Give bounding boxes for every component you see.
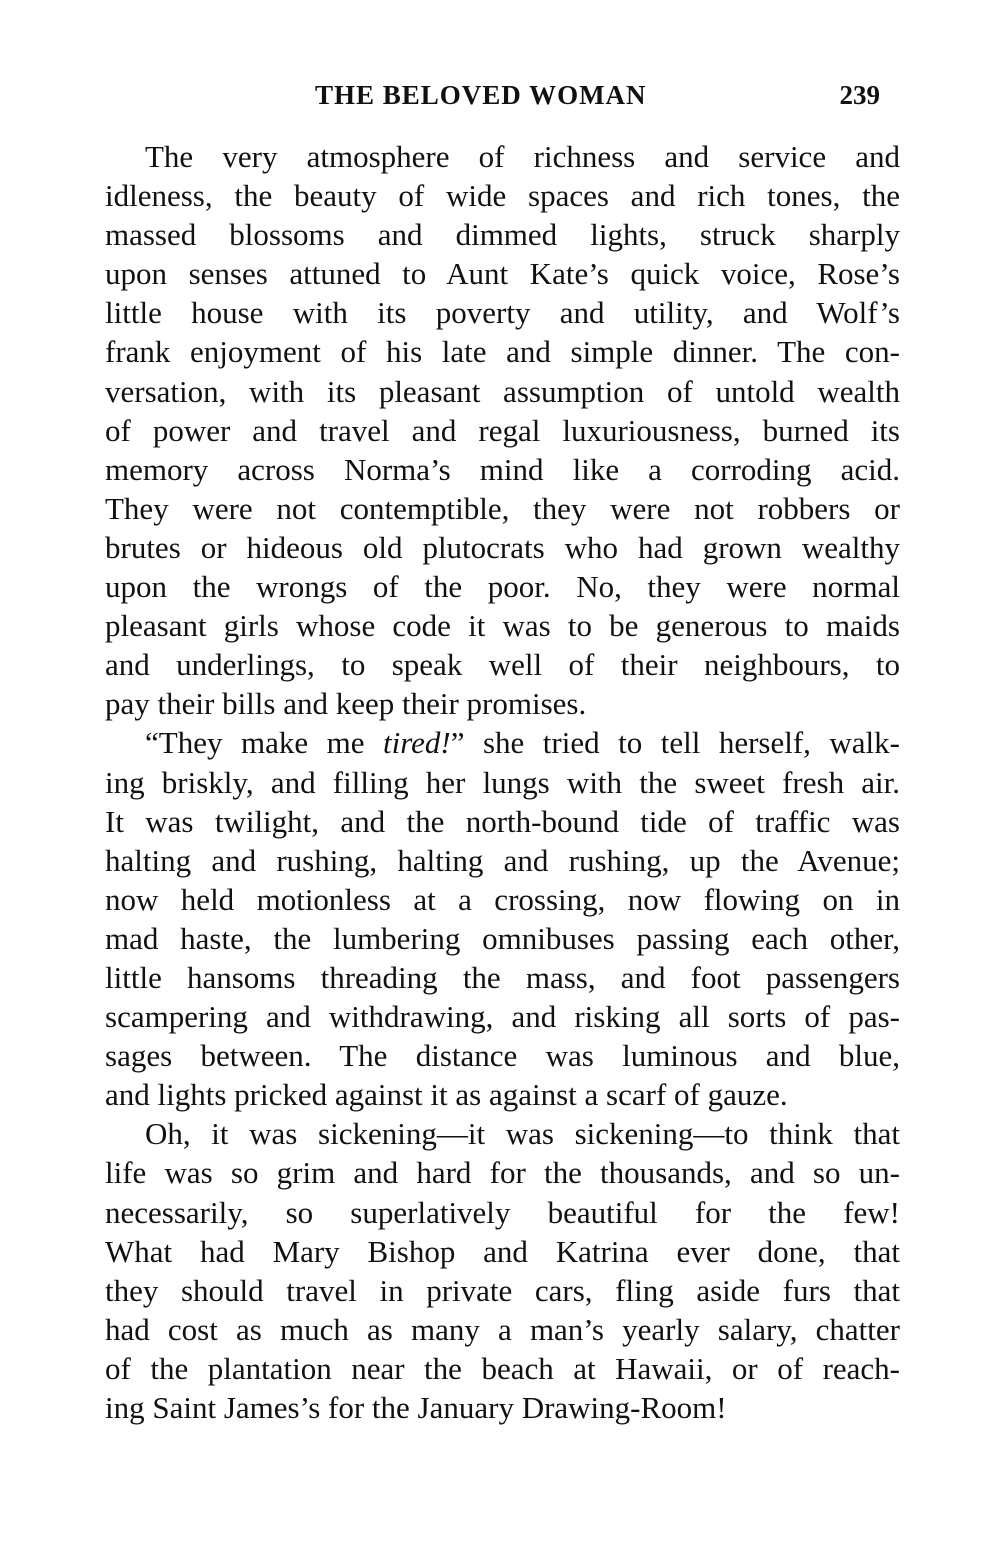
text-line: They were not contemptible, they were not robbers or bbox=[105, 490, 900, 526]
page-number: 239 bbox=[839, 80, 880, 110]
text-run: “They make me bbox=[145, 725, 383, 761]
text-line: of power and travel and regal luxuriousness, burned its bbox=[105, 412, 900, 448]
text-line: little house with its poverty and utility, and Wolf’s bbox=[105, 295, 900, 331]
text-line: life was so grim and hard for the thousands, and so un- bbox=[105, 1155, 900, 1191]
text-line: and underlings, to speak well of their neighbours, to bbox=[105, 647, 900, 683]
text-line: pay their bills and keep their promises. bbox=[105, 686, 587, 722]
text-line: brutes or hideous old plutocrats who had grown wealthy bbox=[105, 529, 900, 565]
running-header bbox=[105, 80, 900, 120]
text-line: The very atmosphere of richness and service and bbox=[145, 139, 900, 174]
text-line: necessarily, so superlatively beautiful for the few! bbox=[105, 1194, 900, 1230]
text-line: scampering and withdrawing, and risking all sorts of pas- bbox=[105, 999, 900, 1035]
text-line: memory across Norma’s mind like a corroding acid. bbox=[105, 451, 900, 487]
text-line: sages between. The distance was luminous and blue, bbox=[105, 1038, 900, 1074]
text-line: versation, with its pleasant assumption of untold wealth bbox=[105, 373, 900, 409]
paragraph-3 bbox=[105, 1114, 900, 1427]
text-line: upon senses attuned to Aunt Kate’s quick voice, Rose’s bbox=[105, 256, 900, 292]
text-line: and lights pricked against it as against a scarf of gauze. bbox=[105, 1077, 788, 1113]
body-text bbox=[105, 137, 900, 1427]
text-line: of the plantation near the beach at Hawaii, or of reach- bbox=[105, 1350, 900, 1386]
text-line: little hansoms threading the mass, and foot passengers bbox=[105, 959, 900, 995]
text-line: halting and rushing, halting and rushing, up the Avenue; bbox=[105, 842, 900, 878]
text-line: idleness, the beauty of wide spaces and rich tones, the bbox=[105, 178, 900, 214]
paragraph-2 bbox=[105, 723, 900, 1114]
text-line: ing Saint James’s for the January Drawing-Room! bbox=[105, 1390, 727, 1425]
text-run: ” she tried to tell herself, walk- bbox=[450, 725, 900, 761]
text-line: frank enjoyment of his late and simple dinner. The con- bbox=[105, 334, 900, 370]
paragraph-1 bbox=[105, 137, 900, 723]
text-line bbox=[105, 723, 900, 762]
text-line: It was twilight, and the north-bound tide of traffic was bbox=[105, 803, 900, 839]
text-line: had cost as much as many a man’s yearly salary, chatter bbox=[105, 1311, 900, 1347]
text-line: they should travel in private cars, fling aside furs that bbox=[105, 1272, 900, 1308]
text-line: pleasant girls whose code it was to be generous to maids bbox=[105, 608, 900, 644]
text-line: What had Mary Bishop and Katrina ever done, that bbox=[105, 1233, 900, 1269]
italic-text: tired! bbox=[382, 725, 451, 761]
text-line: Oh, it was sickening—it was sickening—to think that bbox=[145, 1116, 900, 1152]
text-line: now held motionless at a crossing, now flowing on in bbox=[105, 881, 900, 917]
text-line: ing briskly, and filling her lungs with the sweet fresh air. bbox=[105, 764, 900, 800]
text-line: mad haste, the lumbering omnibuses passing each other, bbox=[105, 920, 900, 956]
running-title: THE BELOVED WOMAN bbox=[315, 80, 647, 110]
text-line: massed blossoms and dimmed lights, struck sharply bbox=[105, 217, 900, 253]
text-line: upon the wrongs of the poor. No, they were normal bbox=[105, 569, 900, 605]
